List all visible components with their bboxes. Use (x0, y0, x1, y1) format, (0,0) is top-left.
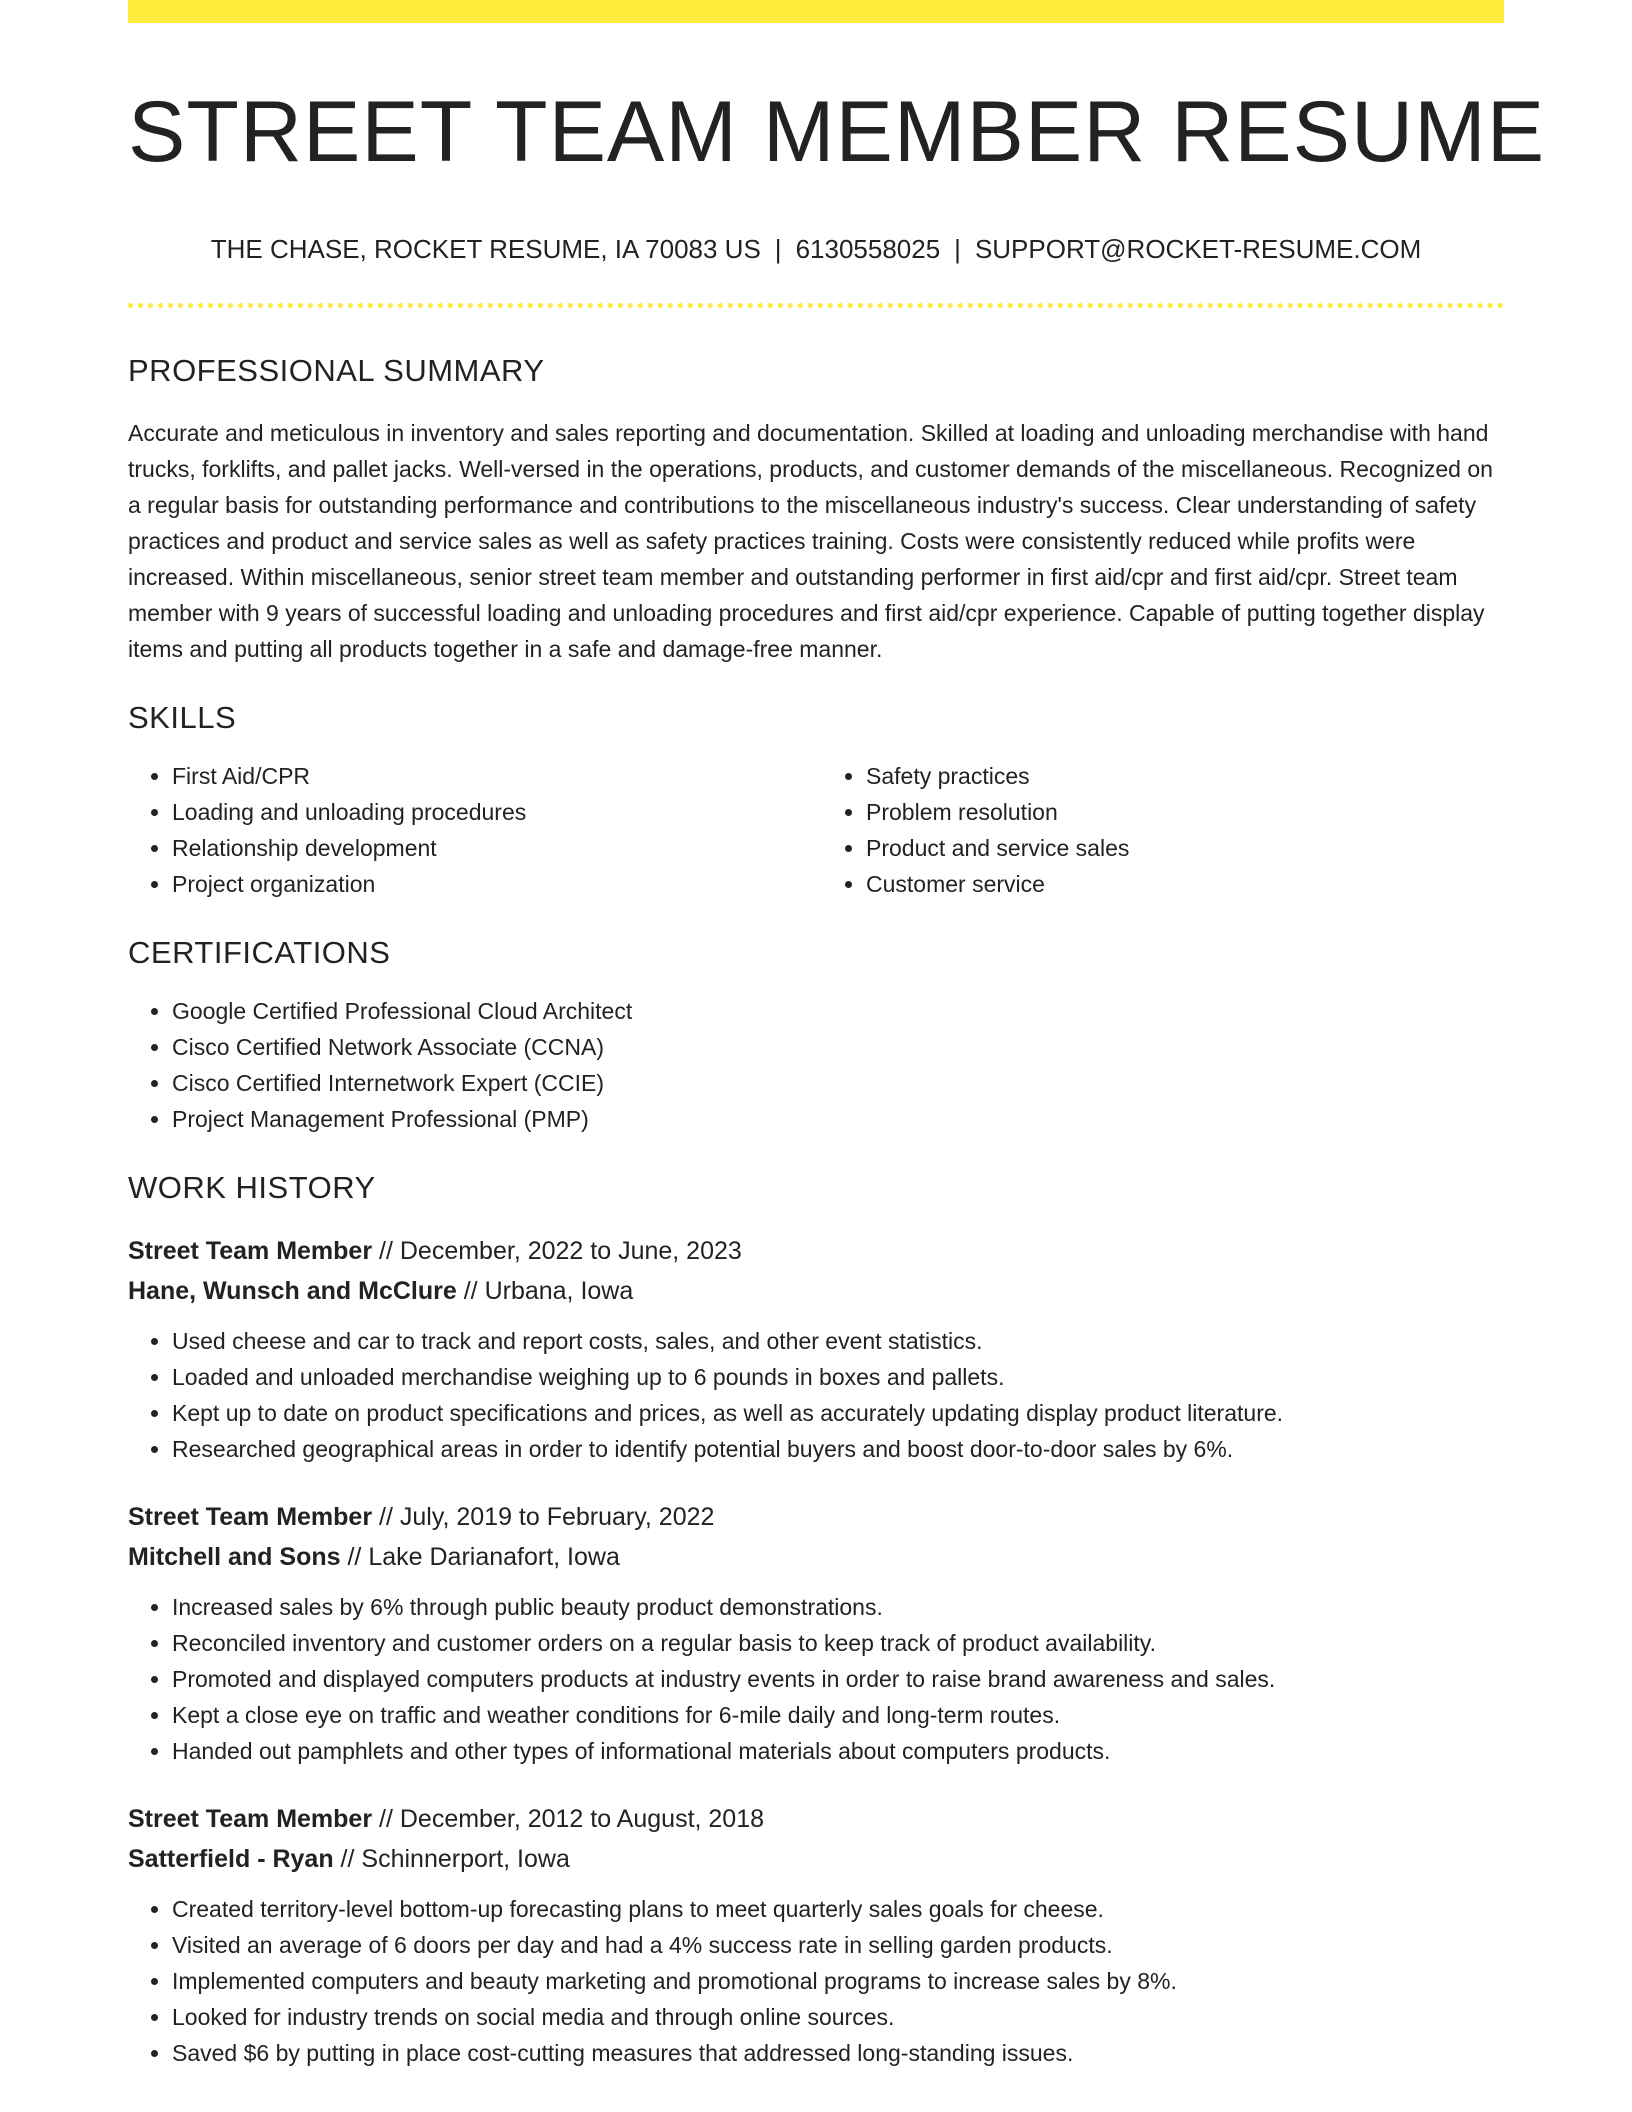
job-divider: // (372, 1236, 400, 1265)
job-company-line (128, 1839, 1504, 1879)
job-role: Street Team Member (128, 1502, 373, 1531)
job-bullet: • Handed out pamphlets and other types of informational materials about computers products. (172, 1733, 1504, 1769)
job-divider: // (372, 1804, 400, 1833)
skills-column-right (816, 758, 1504, 902)
job-role-line (128, 1799, 1504, 1839)
skill-item: • Loading and unloading procedures (172, 794, 816, 830)
job-bullets (128, 1589, 1504, 1769)
certifications-list (128, 993, 1504, 1137)
contact-address: THE CHASE, ROCKET RESUME, IA 70083 US (210, 233, 761, 264)
job-bullet: • Kept up to date on product specifications and prices, as well as accurately updating display product literature. (172, 1395, 1504, 1431)
job-location: Lake Darianafort, Iowa (368, 1542, 620, 1571)
job-divider: // (372, 1502, 400, 1531)
job-bullet: • Visited an average of 6 doors per day and had a 4% success rate in selling garden products. (172, 1927, 1504, 1963)
skill-item: • Product and service sales (866, 830, 1504, 866)
job-bullet: • Promoted and displayed computers products at industry events in order to raise brand awareness and sales. (172, 1661, 1504, 1697)
certification-item: • Cisco Certified Network Associate (CCNA) (172, 1029, 1504, 1065)
contact-phone: 6130558025 (795, 233, 941, 264)
job-bullets (128, 1891, 1504, 2071)
job-bullet: • Kept a close eye on traffic and weather conditions for 6-mile daily and long-term routes. (172, 1697, 1504, 1733)
job-location: Urbana, Iowa (484, 1276, 634, 1305)
skills-heading: SKILLS (128, 699, 237, 735)
job-bullet: • Increased sales by 6% through public beauty product demonstrations. (172, 1589, 1504, 1625)
skills-column-left (128, 758, 816, 902)
job-company-line (128, 1271, 1504, 1311)
summary-text: Accurate and meticulous in inventory and sales reporting and documentation. Skilled at loading and unloading merchandise with hand trucks, forklifts, and pallet jacks. Well-versed in the operations, products, and customer demands of the miscellaneous. Recognized on a regular basis for outstanding performance and contributions to the miscellaneous industry's success. Clear understanding of safety practices and product and service sales as well as safety practices training. Costs were consistently reduced while profits were increased. Within miscellaneous, senior street team member and outstanding performer in first aid/cpr and first aid/cpr. Street team member with 9 years of successful loading and unloading procedures and first aid/cpr experience. Capable of putting together display items and putting all products together in a safe and damage-free manner. (128, 419, 1493, 662)
job-role: Street Team Member (128, 1236, 373, 1265)
skill-item: • Customer service (866, 866, 1504, 902)
skill-item: • Relationship development (172, 830, 816, 866)
job-bullet: • Loaded and unloaded merchandise weighing up to 6 pounds in boxes and pallets. (172, 1359, 1504, 1395)
resume-title: STREET TEAM MEMBER RESUME (128, 84, 1546, 180)
job-bullet: • Looked for industry trends on social media and through online sources. (172, 1999, 1504, 2035)
skill-item: • Project organization (172, 866, 816, 902)
job-company-line (128, 1537, 1504, 1577)
job-divider: // (456, 1276, 485, 1305)
job-location: Schinnerport, Iowa (361, 1844, 570, 1873)
job-bullet: • Saved $6 by putting in place cost-cutting measures that addressed long-standing issues. (172, 2035, 1504, 2071)
job-bullet: • Used cheese and car to track and report costs, sales, and other event statistics. (172, 1323, 1504, 1359)
dotted-divider (128, 303, 1504, 308)
job-divider: // (340, 1542, 369, 1571)
contact-separator: | (954, 233, 961, 264)
job-dates: July, 2019 to February, 2022 (399, 1502, 715, 1531)
job-bullet: • Implemented computers and beauty marketing and promotional programs to increase sales by 8%. (172, 1963, 1504, 1999)
job-dates: December, 2012 to August, 2018 (399, 1804, 765, 1833)
job-company: Hane, Wunsch and McClure (128, 1276, 457, 1305)
skill-item: • First Aid/CPR (172, 758, 816, 794)
job-role: Street Team Member (128, 1804, 373, 1833)
work-history-heading: WORK HISTORY (128, 1170, 376, 1206)
certifications-heading: CERTIFICATIONS (128, 935, 391, 971)
certification-item: • Google Certified Professional Cloud Architect (172, 993, 1504, 1029)
contact-email: SUPPORT@ROCKET-RESUME.COM (974, 233, 1422, 264)
job-company: Mitchell and Sons (128, 1542, 341, 1571)
job-company: Satterfield - Ryan (128, 1844, 334, 1873)
certification-item: • Cisco Certified Internetwork Expert (CCIE) (172, 1065, 1504, 1101)
contact-line (128, 234, 1504, 265)
job-bullet: • Reconciled inventory and customer orders on a regular basis to keep track of product availability. (172, 1625, 1504, 1661)
job-divider: // (333, 1844, 362, 1873)
skill-item: • Problem resolution (866, 794, 1504, 830)
skill-item: • Safety practices (866, 758, 1504, 794)
job-role-line (128, 1231, 1504, 1271)
job-role-line (128, 1497, 1504, 1537)
job-entry (128, 1497, 1504, 1769)
contact-separator: | (774, 233, 782, 264)
skills-list (128, 758, 1504, 902)
job-dates: December, 2022 to June, 2023 (399, 1236, 742, 1265)
job-bullets (128, 1323, 1504, 1467)
certification-item: • Project Management Professional (PMP) (172, 1101, 1504, 1137)
summary-heading: PROFESSIONAL SUMMARY (128, 352, 545, 388)
resume-page (128, 0, 1546, 2071)
job-entry (128, 1231, 1504, 1467)
job-bullet: • Researched geographical areas in order to identify potential buyers and boost door-to-door sales by 6%. (172, 1431, 1504, 1467)
job-bullet: • Created territory-level bottom-up forecasting plans to meet quarterly sales goals for cheese. (172, 1891, 1504, 1927)
accent-top-bar (128, 0, 1504, 23)
job-entry (128, 1799, 1504, 2071)
